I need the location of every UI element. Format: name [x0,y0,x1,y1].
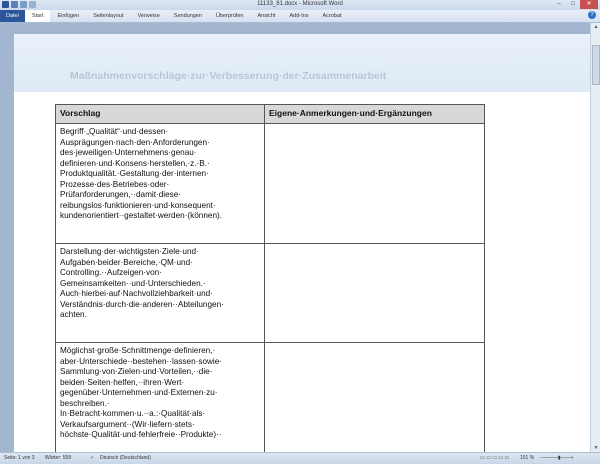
proposal-cell[interactable]: Möglichst·große·Schnittmenge·definieren,· aber·Unterschiede··bestehen··lassen·sowie· Sammlung·von·Zielen·und·Vorteilen,··die· beiden·Seiten·helfen,··ihren·Wert· gegenüber·Unternehmen·und·Externen·zu· beschreiben.· In·Betracht·kommen·u.··a.:·Qualität·als· Verkaufsargument··(Wir·liefern·stets· höchste·Qualität·und·fehlerfreie··Produkte)·· [56,343,265,453]
word-count[interactable]: Wörter: 558 [45,455,72,461]
tab-1[interactable]: Start [25,10,51,22]
tab-7[interactable]: Ansicht [257,13,276,19]
zoom-slider[interactable]: −———▮——+ [540,455,574,461]
window-title: 11133_81.docx - Microsoft Word [257,1,343,7]
tab-5[interactable]: Sendungen [173,13,202,19]
proofing-icon[interactable]: ✓ [90,455,95,461]
language-indicator[interactable]: Deutsch (Deutschland) [100,455,151,461]
document-workspace [0,23,590,452]
proposal-cell[interactable]: Darstellung·der·wichtigsten·Ziele·und· Aufgaben·beider·Bereiche,·QM·und· Controlling.··Aufzeigen·von· Gemeinsamkeiten··und·Unterschieden.· Auch·hierbei·auf·Nachvollziehbarkeit·und· Verständnis·durch·die·anderen··Abteilungen· achten. [56,244,265,343]
table-header-row [56,105,485,124]
vertical-scrollbar[interactable] [590,23,600,452]
tab-0[interactable]: Datei [0,10,25,22]
maximize-icon[interactable]: □ [571,1,575,7]
view-buttons[interactable]: ▭ ▭ ▭ ▭ ▭ [480,455,510,461]
close-icon[interactable]: ✕ [580,0,598,9]
zoom-level[interactable]: 151 % [520,455,535,461]
tab-2[interactable]: Einfügen [57,13,80,19]
scroll-down-icon[interactable]: ▼ [593,445,599,451]
status-bar [0,452,600,464]
tab-9[interactable]: Acrobat [322,13,342,19]
ribbon-tabs [0,10,600,23]
table-row [56,124,485,244]
page-count[interactable]: Seite: 1 von 3 [4,455,35,461]
table-row [56,244,485,343]
tab-4[interactable]: Verweise [137,13,160,19]
column-header: Vorschlag [56,105,265,124]
column-header: Eigene·Anmerkungen·und·Ergänzungen [265,105,485,124]
table-row [56,343,485,453]
proposal-table [55,104,485,452]
notes-cell[interactable] [265,124,485,244]
help-icon[interactable]: ? [588,11,596,19]
proposal-cell[interactable]: Begriff·„Qualität“·und·dessen· Ausprägungen·nach·den·Anforderungen· des·jeweiligen·Unternehmens·genau· definieren·und·Konsens·herstellen,·z.·B.· Produktqualität.·Gestaltung·der·internen· Prozesse·des·Betriebes·oder· Prüfanforderungen,··damit·diese· reibungslos·funktionieren·und·konsequent· kundenorientiert··gestaltet·werden·(können). [56,124,265,244]
notes-cell[interactable] [265,343,485,453]
minimize-icon[interactable]: – [557,1,561,7]
title-bar [0,0,600,10]
page-header [14,34,590,92]
tab-3[interactable]: Seitenlayout [93,13,124,19]
tab-6[interactable]: Überprüfen [215,13,244,19]
window-controls [552,0,598,9]
scroll-thumb[interactable] [592,45,600,85]
document-title: Maßnahmenvorschläge·zur·Verbesserung·der·Zusammenarbeit [70,70,387,82]
scroll-up-icon[interactable]: ▲ [593,24,599,30]
tab-8[interactable]: Add-Ins [289,13,309,19]
notes-cell[interactable] [265,244,485,343]
